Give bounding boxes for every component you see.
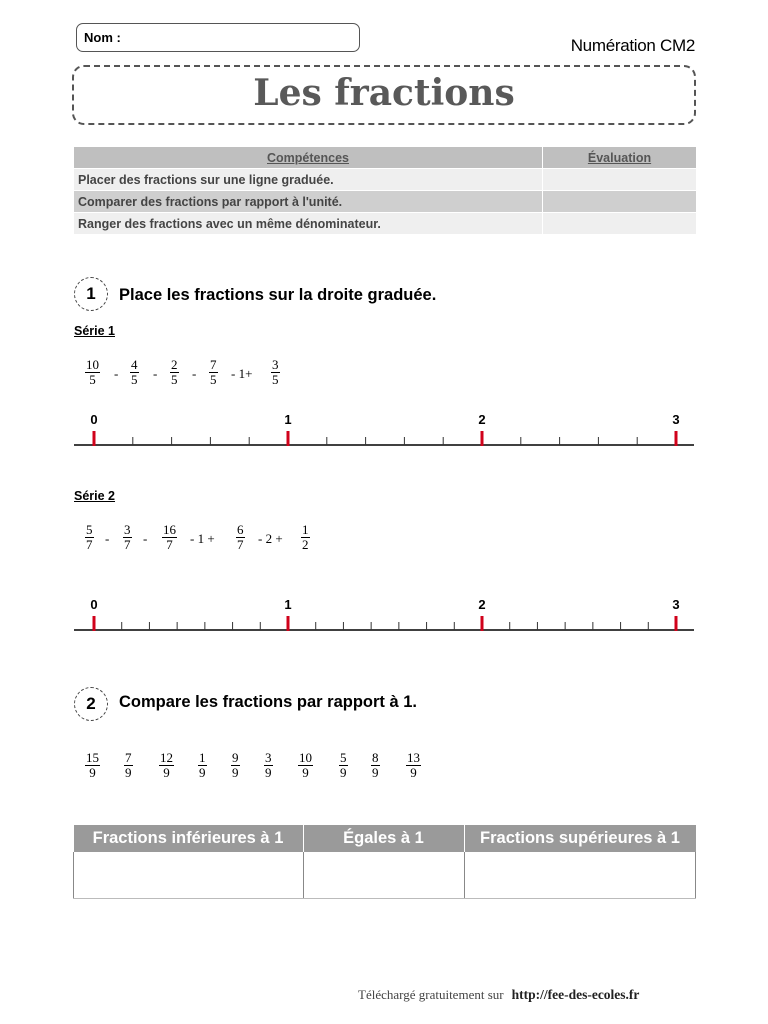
fraction-numerator: 8: [372, 750, 379, 765]
axis-label: 0: [90, 597, 98, 612]
axis-label: 3: [672, 412, 680, 427]
fraction-denominator: 9: [89, 765, 96, 780]
fraction-denominator: 9: [199, 765, 206, 780]
answer-cell-greater[interactable]: [464, 852, 696, 899]
compare-fractions: [0, 751, 768, 791]
fraction-numerator: 12: [160, 750, 173, 765]
fraction-numerator: 3: [272, 357, 279, 372]
competence-row: Placer des fractions sur une ligne graduée.: [74, 169, 543, 191]
fraction: [123, 523, 132, 552]
axis-label: 1: [284, 597, 292, 612]
number-line-svg: [0, 412, 768, 452]
evaluation-cell[interactable]: [543, 191, 697, 213]
fraction-denominator: 5: [272, 372, 279, 387]
fraction-numerator: 3: [124, 522, 131, 537]
answer-cell-less[interactable]: [74, 852, 304, 899]
fraction: [209, 358, 218, 387]
fraction: [85, 523, 94, 552]
fraction: [170, 358, 179, 387]
fraction-numerator: 5: [340, 750, 347, 765]
fraction-numerator: 2: [171, 357, 178, 372]
competences-header: Compétences: [74, 147, 543, 169]
name-field[interactable]: [76, 23, 360, 52]
fraction-denominator: 7: [166, 537, 173, 552]
evaluation-cell[interactable]: [543, 213, 697, 235]
fraction-denominator: 9: [265, 765, 272, 780]
fraction-separator: - 2 +: [258, 531, 283, 546]
competences-table: [73, 146, 697, 235]
fraction: [406, 751, 421, 780]
fraction: [130, 358, 139, 387]
fraction-denominator: 5: [210, 372, 217, 387]
fraction-separator: -: [153, 366, 158, 381]
fraction: [264, 751, 273, 780]
fraction-separator: -: [192, 366, 197, 381]
fraction-numerator: 15: [86, 750, 99, 765]
fraction-numerator: 9: [232, 750, 239, 765]
fraction: [159, 751, 174, 780]
fraction-denominator: 7: [86, 537, 93, 552]
fraction: [298, 751, 313, 780]
footer-text: Téléchargé gratuitement sur: [358, 987, 504, 1002]
fraction-separator: -: [114, 366, 119, 381]
fraction: [339, 751, 348, 780]
fraction: [162, 523, 177, 552]
serie-2-label: Série 2: [74, 489, 116, 503]
fraction: [371, 751, 380, 780]
fraction-numerator: 7: [210, 357, 217, 372]
fraction-numerator: 5: [86, 522, 93, 537]
page-title: Les fractions: [253, 72, 515, 114]
exercise-2-title: Compare les fractions par rapport à 1.: [119, 693, 418, 711]
compare-table: [73, 825, 696, 899]
fraction: [85, 358, 100, 387]
fraction-denominator: 9: [410, 765, 417, 780]
fraction-denominator: 5: [131, 372, 138, 387]
axis-label: 0: [90, 412, 98, 427]
header-greater-than-one: Fractions supérieures à 1: [464, 825, 696, 852]
fraction: [198, 751, 207, 780]
fraction-numerator: 3: [265, 750, 272, 765]
fraction-denominator: 5: [171, 372, 178, 387]
axis-label: 2: [478, 597, 486, 612]
fraction: [271, 358, 280, 387]
fraction-numerator: 4: [131, 357, 138, 372]
fraction-denominator: 9: [163, 765, 170, 780]
fraction-numerator: 10: [86, 357, 99, 372]
fraction: [236, 523, 245, 552]
fraction-separator: -: [143, 531, 148, 546]
fraction-numerator: 6: [237, 522, 244, 537]
number-line-2[interactable]: [0, 597, 768, 637]
fraction-denominator: 5: [89, 372, 96, 387]
fraction-numerator: 1: [302, 522, 309, 537]
footer: [358, 987, 639, 1003]
fraction-numerator: 1: [199, 750, 206, 765]
fraction-numerator: 16: [163, 522, 176, 537]
fraction-separator: -: [105, 531, 110, 546]
number-line-svg: [0, 597, 768, 637]
fraction-denominator: 9: [372, 765, 379, 780]
header-equal-one: Égales à 1: [303, 825, 464, 852]
serie-1-fractions: [0, 358, 768, 398]
fraction: [301, 523, 310, 552]
fraction-denominator: 9: [232, 765, 239, 780]
title-box: [72, 65, 696, 125]
competence-row: Comparer des fractions par rapport à l'unité.: [74, 191, 543, 213]
fraction-denominator: 9: [125, 765, 132, 780]
fraction-numerator: 13: [407, 750, 420, 765]
fraction: [124, 751, 133, 780]
fraction-separator: - 1+: [231, 366, 253, 381]
fraction-denominator: 7: [237, 537, 244, 552]
fraction-denominator: 2: [302, 537, 309, 552]
subject-label: Numération CM2: [570, 36, 695, 55]
answer-cell-equal[interactable]: [303, 852, 464, 899]
axis-label: 2: [478, 412, 486, 427]
fraction-separator: - 1 +: [190, 531, 215, 546]
footer-link[interactable]: http://fee-des-ecoles.fr: [511, 987, 640, 1002]
number-line-1[interactable]: [0, 412, 768, 452]
serie-1-label: Série 1: [74, 324, 116, 338]
fraction-numerator: 7: [125, 750, 132, 765]
axis-label: 3: [672, 597, 680, 612]
header-less-than-one: Fractions inférieures à 1: [74, 825, 304, 852]
fraction-denominator: 9: [302, 765, 309, 780]
serie-2-fractions: [0, 523, 768, 563]
evaluation-header: Évaluation: [543, 147, 697, 169]
evaluation-cell[interactable]: [543, 169, 697, 191]
exercise-1-title: Place les fractions sur la droite graduée.: [119, 286, 437, 304]
fraction: [85, 751, 100, 780]
fraction-denominator: 9: [340, 765, 347, 780]
fraction-numerator: 10: [299, 750, 312, 765]
fraction: [231, 751, 240, 780]
fraction-denominator: 7: [124, 537, 131, 552]
exercise-1-number: 1: [74, 277, 108, 311]
axis-label: 1: [284, 412, 292, 427]
name-label: Nom :: [84, 30, 121, 45]
exercise-2-number: 2: [74, 687, 108, 721]
competence-row: Ranger des fractions avec un même dénominateur.: [74, 213, 543, 235]
